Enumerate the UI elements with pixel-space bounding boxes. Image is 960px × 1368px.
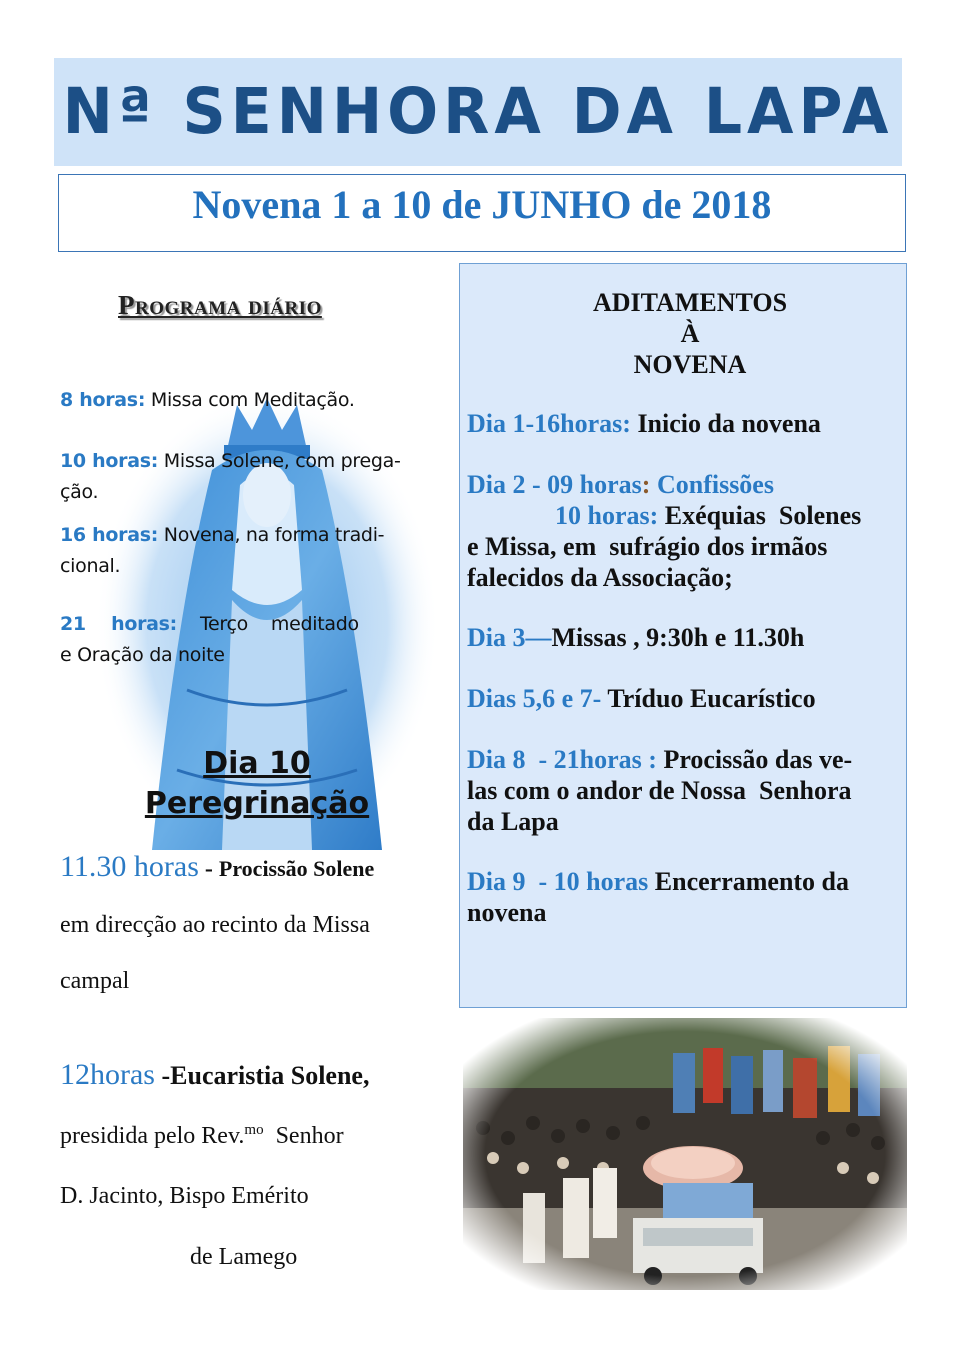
schedule-hour: 10 horas: (60, 450, 159, 472)
eucharist-time: 12horas (60, 1058, 155, 1091)
superscript-mo: mo (244, 1122, 264, 1138)
aditamento-day1 (467, 408, 899, 439)
procession-time: 11.30 horas (60, 850, 199, 883)
aditamento-days567 (467, 683, 899, 714)
day-label: Dia 8 - 21horas : (467, 745, 657, 774)
schedule-text-cont: e Oração da noite (60, 644, 225, 666)
procession-detail: em direcção ao recinto da Missa (60, 912, 370, 938)
colon: : (641, 470, 651, 499)
day-text: Exéquias Solenes (658, 501, 862, 530)
aditamentos-heading (459, 287, 921, 380)
day-text: Missas , 9:30h e 11.30h (551, 623, 805, 652)
schedule-text: Missa com Meditação. (145, 389, 355, 411)
day-label: Dias 5,6 e 7- (467, 684, 602, 713)
day-label: Dia 3— (467, 623, 552, 652)
day-text-cont: e Missa, em sufrágio dos irmãos (467, 532, 828, 561)
aditamentos-title-line3: NOVENA (633, 350, 747, 379)
eucharist-line (60, 1058, 369, 1092)
schedule-hour: 16 horas: (60, 524, 159, 546)
program-heading: Programa diário (118, 290, 322, 320)
day-text: Inicio da novena (630, 409, 821, 438)
eucharist-presided: presidida pelo Rev. (60, 1123, 245, 1149)
subtitle-box (58, 174, 906, 252)
schedule-item (60, 446, 450, 508)
aditamentos-title-line1: ADITAMENTOS (592, 288, 788, 317)
day-text: Confissões (650, 470, 774, 499)
schedule-text: Novena, na forma tradi- (158, 524, 385, 546)
day10-heading (120, 744, 394, 824)
title-banner (54, 58, 902, 166)
day-text: Procissão das ve- (656, 745, 853, 774)
procession-photo (463, 1018, 907, 1290)
eucharist-senhor: Senhor (263, 1123, 344, 1149)
aditamentos-title-line2: À (680, 319, 700, 348)
schedule-hour: 8 horas: (60, 389, 146, 411)
day-label: Dia 9 - 10 horas (467, 867, 649, 896)
schedule-text: Missa Solene, com prega- (158, 450, 401, 472)
day-label: Dia 2 - 09 horas (467, 470, 642, 499)
day10-title-line1: Dia 10 (203, 746, 311, 781)
aditamento-day2 (467, 469, 899, 593)
schedule-item (60, 385, 450, 416)
novena-dates: Novena 1 a 10 de JUNHO de 2018 (192, 181, 772, 227)
day-text-cont: novena (467, 898, 547, 927)
day-text-cont: las com o andor de Nossa Senhora (467, 776, 852, 805)
eucharist-diocese: de Lamego (190, 1244, 298, 1270)
day-label-second: 10 horas: (555, 501, 659, 530)
day-text-cont: da Lapa (467, 807, 559, 836)
day-text: Encerramento da (648, 867, 850, 896)
procession-title: Procissão Solene (218, 856, 375, 881)
aditamento-day9 (467, 866, 899, 928)
schedule-hour: 21 horas: (60, 613, 177, 635)
aditamento-day8 (467, 744, 899, 837)
schedule-text-cont: cional. (60, 555, 121, 577)
schedule-text: Terço meditado (176, 613, 359, 635)
procession-line (60, 850, 374, 884)
day-text-cont: falecidos da Associação; (467, 563, 733, 592)
day10-title-line2: Peregrinação (144, 786, 370, 821)
eucharist-detail (60, 1122, 344, 1150)
schedule-item (60, 520, 450, 582)
eucharist-bishop: D. Jacinto, Bispo Emérito (60, 1183, 309, 1209)
eucharist-title: -Eucaristia Solene, (154, 1061, 370, 1090)
day-label: Dia 1-16horas: (467, 409, 631, 438)
schedule-item (60, 609, 450, 671)
page-title: Nª SENHORA DA LAPA (62, 75, 894, 149)
day-text: Tríduo Eucarístico (601, 684, 816, 713)
procession-detail-cont: campal (60, 968, 130, 994)
dash: - (198, 856, 219, 882)
schedule-text-cont: ção. (60, 481, 99, 503)
aditamento-day3 (467, 622, 899, 653)
